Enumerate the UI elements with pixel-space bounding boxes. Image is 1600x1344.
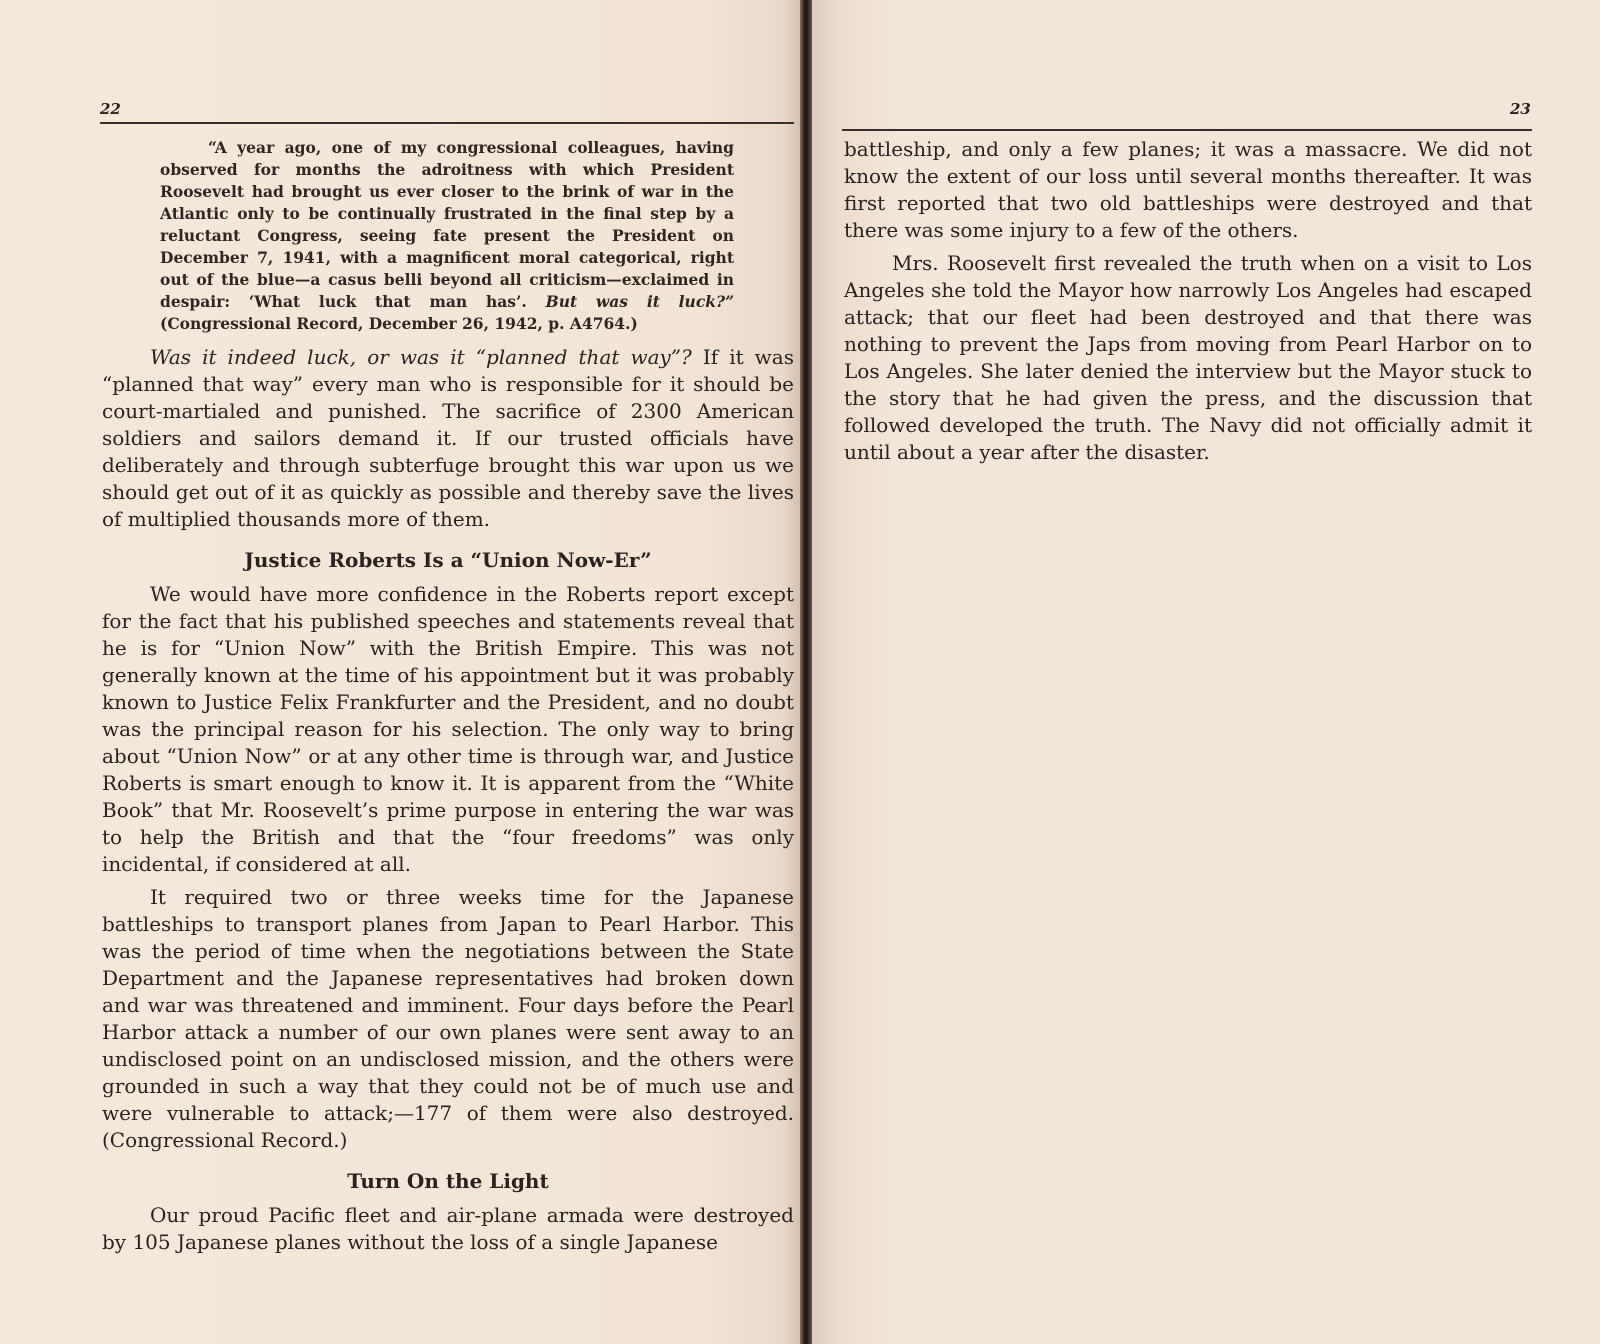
paragraph-1 — [102, 344, 794, 533]
paragraph-2: We would have more confidence in the Roberts report except for the fact that his published speeches and statements reveal that he is for “Union Now” with the British Empire. This was not generally known at the time of his appointment but it was probably known to Justice Felix Frankfurter and the President, and no doubt was the principal reason for his selection. The only way to bring about “Union Now” or at any other time is through war, and Justice Roberts is smart enough to know it. It is apparent from the “White Book” that Mr. Roosevelt’s prime purpose in entering the war was to help the British and that the “four freedoms” was only incidental, if considered at all. — [102, 582, 794, 876]
left-body-text — [102, 344, 794, 1262]
paragraph-3: It required two or three weeks time for the Japanese battleships to transport planes from Japan to Pearl Harbor. This was the period of time when the negotiations between the State Department and the Japanese representatives had broken down and war was threatened and imminent. Four days before the Pearl Harbor attack a number of our own planes were sent away to an undisclosed point on an undisclosed mission, and the others were grounded in such a way that they could not be of much use and were vulnerable to attack;—177 of them were also destroyed. (Congressional Record.) — [102, 885, 794, 1152]
quote-italic: But was it luck?” — [545, 292, 734, 311]
paragraph-4: Our proud Pacific fleet and air-plane armada were destroyed by 105 Japanese planes without the loss of a single Japanese — [102, 1203, 794, 1254]
paragraph-1-italic: Was it indeed luck, or was it “planned that way”? — [150, 345, 692, 369]
right-paragraph-1: battleship, and only a few planes; it was a massacre. We did not know the extent of our loss until several months thereafter. It was first reported that two old battleships were destroyed and that there was some injury to a few of the others. — [844, 137, 1532, 242]
section-heading-turn-on-the-light: Turn On the Light — [347, 1169, 549, 1193]
right-header-rule — [842, 129, 1532, 131]
quote-citation: (Congressional Record, December 26, 1942, p. A4764.) — [160, 314, 638, 333]
block-quote — [160, 137, 734, 335]
right-page-number: 23 — [1510, 100, 1531, 118]
quote-text: “A year ago, one of my congressional colleagues, having observed for months the adroitness with which President Roosevelt had brought us ever closer to the brink of war in the Atlantic only to be continually frustrated in the final step by a reluctant Congress, seeing fate present the President on December 7, 1941, with a magnificent moral categorical, right out of the blue—a casus belli beyond all criticism—exclaimed in despair: ‘What luck that man has’. — [160, 138, 734, 311]
right-paragraph-2: Mrs. Roosevelt first revealed the truth when on a visit to Los Angeles she told the Mayor how narrowly Los Angeles had escaped attack; that our fleet had been destroyed and that there was nothing to prevent the Japs from moving from Pearl Harbor on to Los Angeles. She later denied the interview but the Mayor stuck to the story that he had given the press, and the discussion that followed developed the truth. The Navy did not officially admit it until about a year after the disaster. — [844, 251, 1532, 464]
right-body-text — [844, 136, 1532, 472]
quote-paragraph — [160, 137, 734, 335]
book-gutter — [800, 0, 812, 1344]
left-header-rule — [100, 122, 794, 124]
section-heading-justice-roberts: Justice Roberts Is a “Union Now-Er” — [244, 548, 652, 572]
left-page-number: 22 — [100, 100, 121, 118]
paragraph-1-text: If it was “planned that way” every man who is responsible for it should be court-martialed and punished. The sacrifice of 2300 American soldiers and sailors demand it. If our trusted officials have deliberately and through subterfuge brought this war upon us we should get out of it as quickly as possible and thereby save the lives of multiplied thousands more of them. — [102, 345, 794, 531]
